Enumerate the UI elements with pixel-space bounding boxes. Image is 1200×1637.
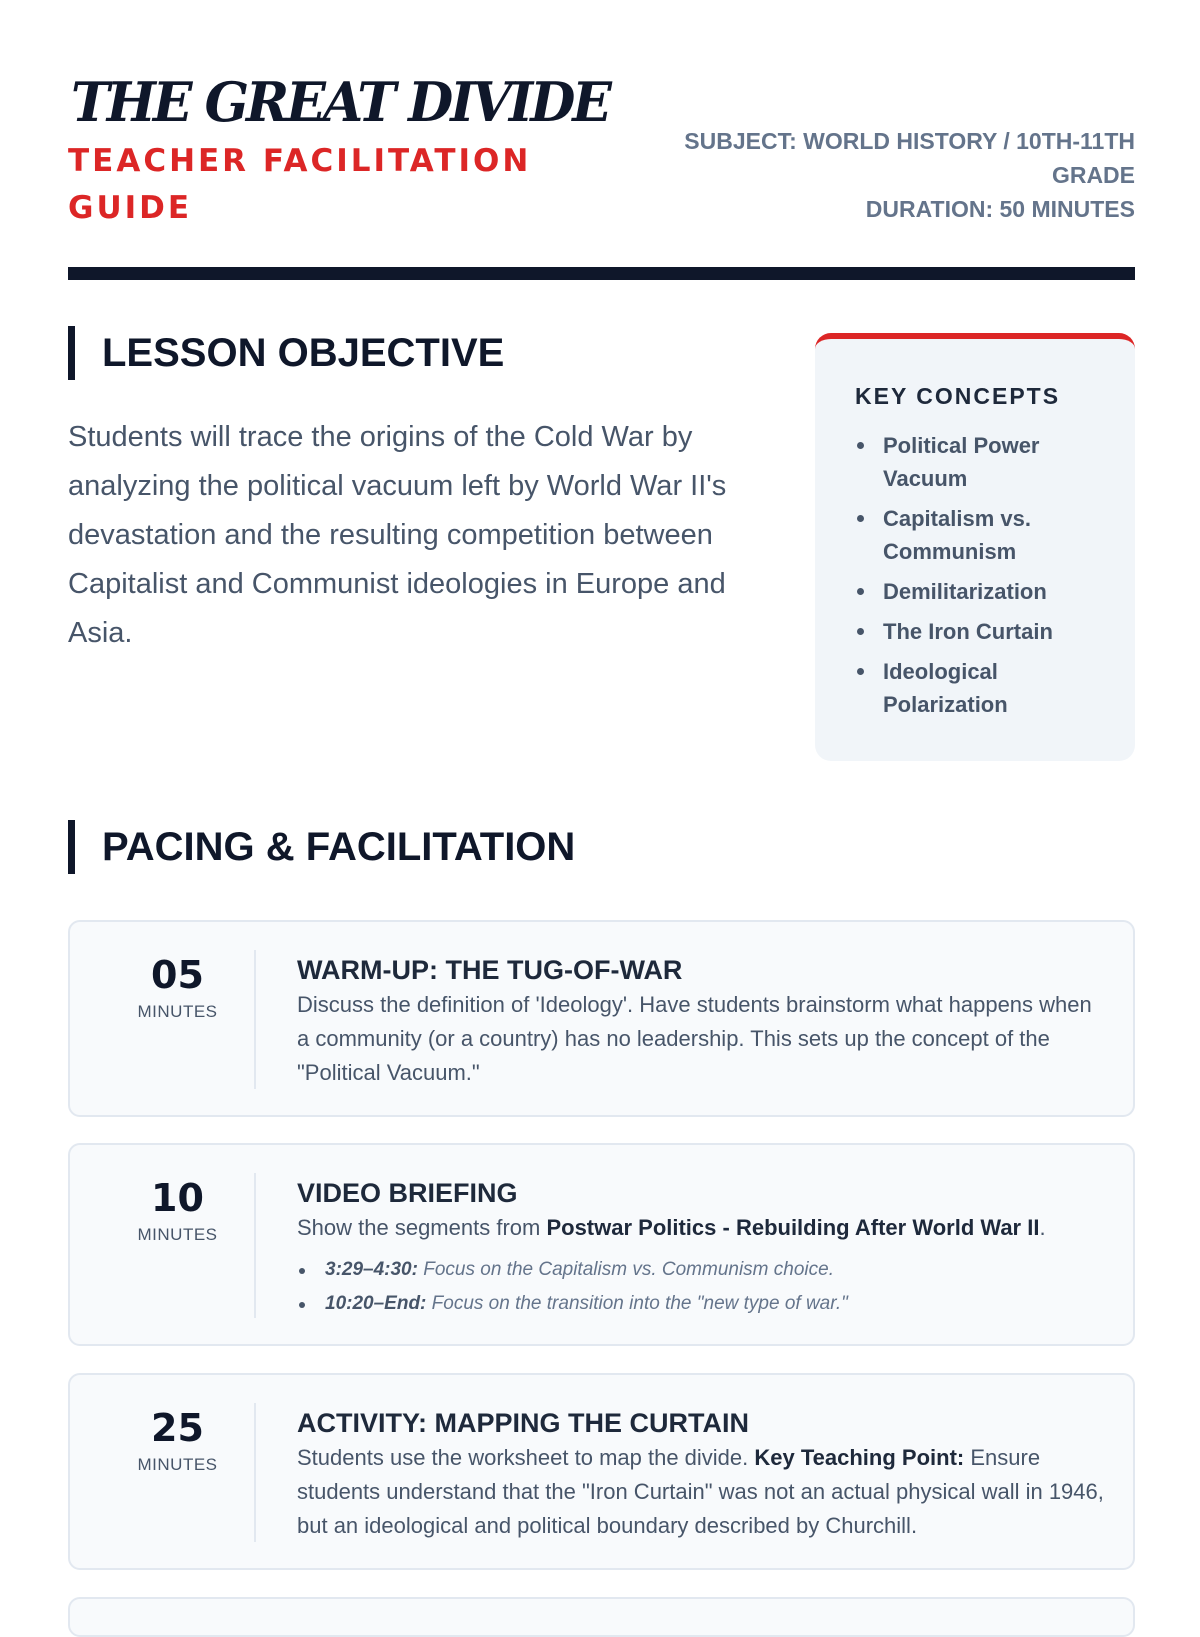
segment-note: Focus on the transition into the "new type of war." bbox=[426, 1293, 848, 1314]
step-minutes-unit: MINUTES bbox=[137, 1002, 218, 1021]
lesson-meta bbox=[665, 124, 1135, 226]
duration-label: DURATION: 50 MINUTES bbox=[865, 196, 1135, 222]
key-concepts-panel bbox=[815, 333, 1135, 761]
step-title: WARM-UP: THE TUG-OF-WAR bbox=[297, 955, 683, 985]
pacing-step-card-partial bbox=[68, 1597, 1135, 1637]
step-description: Discuss the definition of 'Ideology'. Have students brainstorm what happens when a community (or a country) has no leadership. This sets up the concept of the "Political Vacuum." bbox=[297, 992, 1092, 1085]
step-title: VIDEO BRIEFING bbox=[297, 1178, 518, 1208]
key-concept-item: Demilitarization bbox=[855, 575, 1105, 608]
key-concepts-list bbox=[855, 429, 1105, 728]
step-description bbox=[297, 1211, 1107, 1245]
video-segment-list bbox=[297, 1253, 1107, 1321]
page-subtitle: TEACHER FACILITATION GUIDE bbox=[68, 143, 532, 226]
segment-timestamp: 3:29–4:30: bbox=[325, 1259, 418, 1280]
pacing-step-card bbox=[68, 1373, 1135, 1570]
step-text: Ensure students understand that the "Iron Curtain" was not an actual physical wall in 1946, but an ideological and political boundary described by Churchill. bbox=[297, 1445, 1104, 1538]
key-concept-item: Capitalism vs. Communism bbox=[855, 502, 1105, 568]
pacing-heading: PACING & FACILITATION bbox=[68, 820, 575, 874]
step-minutes-unit: MINUTES bbox=[137, 1455, 218, 1474]
key-concept-item: Political Power Vacuum bbox=[855, 429, 1105, 495]
step-duration bbox=[70, 1175, 285, 1245]
video-segment-item bbox=[297, 1287, 1107, 1321]
step-minutes: 25 bbox=[151, 1406, 204, 1450]
step-body bbox=[297, 1175, 1107, 1321]
step-duration bbox=[70, 952, 285, 1022]
card-divider bbox=[254, 1173, 256, 1318]
video-title: Postwar Politics - Rebuilding After World War II bbox=[546, 1215, 1040, 1240]
lesson-objective-heading: LESSON OBJECTIVE bbox=[68, 326, 504, 380]
step-duration bbox=[70, 1405, 285, 1475]
pacing-step-card bbox=[68, 920, 1135, 1117]
card-divider bbox=[254, 1403, 256, 1542]
page-title: THE GREAT DIVIDE bbox=[71, 70, 609, 135]
lesson-objective-text: Students will trace the origins of the Cold War by analyzing the political vacuum left by World War II's devastation and the resulting competition between Capitalist and Communist ideologies in Europe and Asia. bbox=[68, 421, 727, 649]
step-description bbox=[297, 1441, 1107, 1543]
segment-note: Focus on the Capitalism vs. Communism choice. bbox=[417, 1259, 834, 1280]
step-body bbox=[297, 952, 1107, 1090]
subject-label: SUBJECT: WORLD HISTORY / 10TH-11TH GRADE bbox=[684, 128, 1135, 188]
key-concept-item: The Iron Curtain bbox=[855, 615, 1105, 648]
key-concepts-heading: KEY CONCEPTS bbox=[855, 383, 1061, 409]
step-body bbox=[297, 1405, 1107, 1543]
video-segment-item bbox=[297, 1253, 1107, 1287]
step-minutes: 10 bbox=[151, 1176, 204, 1220]
step-text: Show the segments from bbox=[297, 1215, 547, 1240]
card-divider bbox=[254, 950, 256, 1089]
step-minutes: 05 bbox=[151, 953, 204, 997]
step-title: ACTIVITY: MAPPING THE CURTAIN bbox=[297, 1408, 749, 1438]
header-divider bbox=[68, 267, 1135, 280]
key-concept-item: Ideological Polarization bbox=[855, 655, 1105, 721]
key-teaching-point-label: Key Teaching Point: bbox=[754, 1445, 965, 1470]
segment-timestamp: 10:20–End: bbox=[325, 1293, 427, 1314]
page-header bbox=[68, 72, 1135, 282]
step-text: . bbox=[1039, 1215, 1046, 1240]
step-text: Students use the worksheet to map the divide. bbox=[297, 1445, 755, 1470]
pacing-step-card bbox=[68, 1143, 1135, 1346]
step-minutes-unit: MINUTES bbox=[137, 1225, 218, 1244]
